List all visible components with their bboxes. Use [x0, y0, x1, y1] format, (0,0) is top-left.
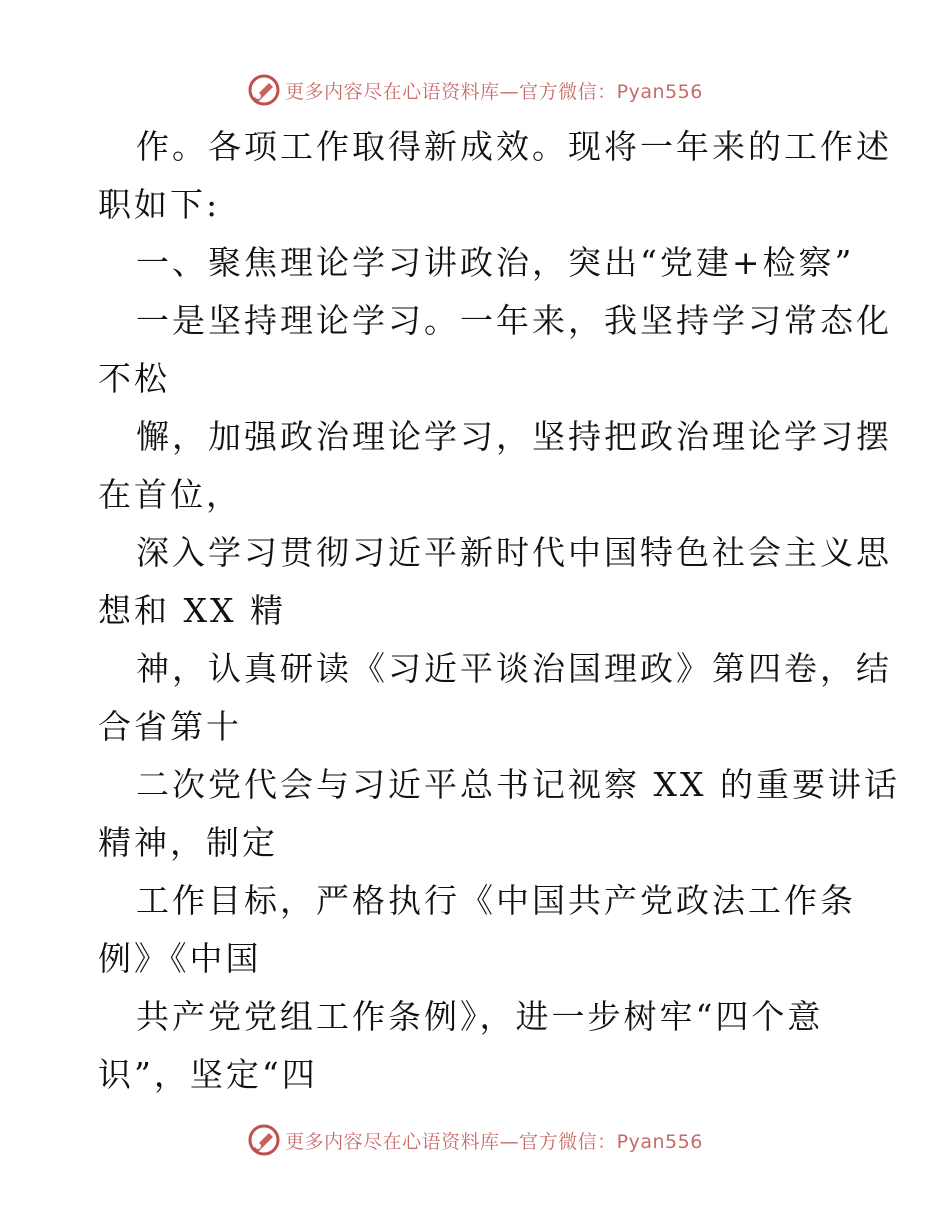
footer-banner-text: 更多内容尽在心语资料库—官方微信：Pyan556: [285, 1130, 703, 1153]
document-body: [98, 118, 900, 1104]
body-line: 共产党党组工作条例》，进一步树牢“四个意: [136, 997, 824, 1036]
body-line: 合省第十: [98, 707, 242, 746]
body-line: 在首位，: [98, 475, 242, 514]
pen-logo-icon: [247, 1123, 281, 1157]
pen-logo-icon: [247, 73, 281, 107]
body-line: 不松: [98, 359, 170, 398]
body-line: 作。各项工作取得新成效。现将一年来的工作述: [136, 127, 892, 166]
section-heading: 一、聚焦理论学习讲政治，突出“党建+检察”: [136, 243, 855, 282]
body-line: 神，认真研读《习近平谈治国理政》第四卷，结: [136, 649, 892, 688]
body-line: 深入学习贯彻习近平新时代中国特色社会主义思: [136, 533, 892, 572]
body-line: 精神，制定: [98, 823, 278, 862]
body-line: 想和 XX 精: [98, 591, 286, 630]
header-banner-text: 更多内容尽在心语资料库—官方微信：Pyan556: [285, 80, 703, 103]
footer-banner: [0, 1120, 950, 1160]
body-line: 例》《中国: [98, 939, 262, 978]
body-line: 工作目标，严格执行《中国共产党政法工作条: [136, 881, 856, 920]
body-line: 二次党代会与习近平总书记视察 XX 的重要讲话: [136, 765, 900, 804]
body-line: 一是坚持理论学习。一年来，我坚持学习常态化: [136, 301, 892, 340]
body-line: 懈，加强政治理论学习，坚持把政治理论学习摆: [136, 417, 892, 456]
body-line: 识”，坚定“四: [98, 1055, 318, 1094]
body-line: 职如下:: [98, 185, 221, 224]
header-banner: [0, 70, 950, 110]
